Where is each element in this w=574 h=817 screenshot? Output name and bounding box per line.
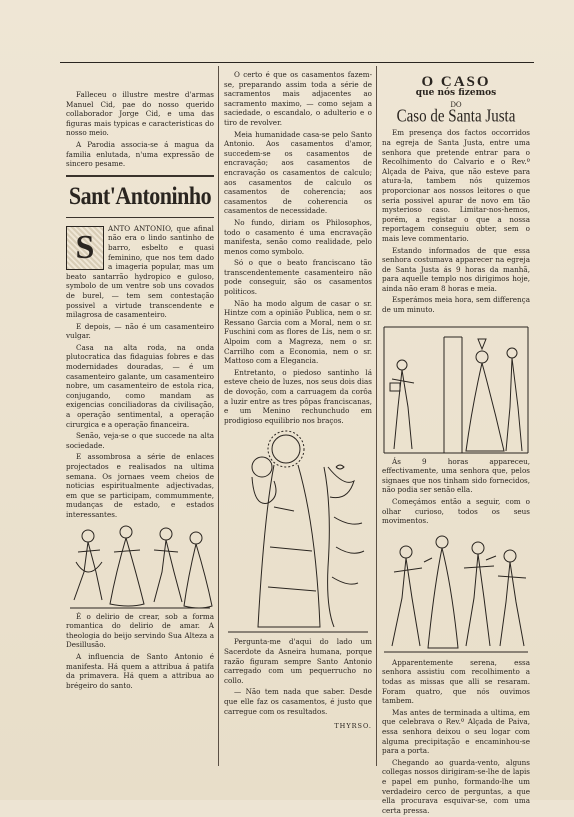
case-connector: DO: [450, 101, 462, 110]
article-paragraph: Ás 9 horas appareceu, effectivamente, uma senhora que, pelos signaes que nos tinham sido fornecidos, não podia ser senão ella.: [382, 456, 530, 495]
article-title: Sant'Antoninho: [68, 180, 212, 210]
case-name: Caso de Santa Justa: [396, 107, 516, 127]
dancing-couples-illustration: [66, 522, 214, 612]
article-paragraph: E assombrosa a série de enlaces projectados e realisados na ultima semana. Os jornaes veem cheios de noticias espiritualmente adjectivadas, em que se participam, commummente, mudanças de estado, e estados interessantes.: [66, 452, 214, 519]
column-middle: [224, 70, 372, 732]
obituary-text: Falleceu o illustre mestre d'armas Manuel Cid, pae do nosso querido collaborador Jorge Cid, e uma das figuras mais typicas e caracteristicas do nosso meio.: [66, 90, 214, 138]
column-right: [382, 70, 530, 817]
article-paragraph: Entretanto, o piedoso santinho lá esteve cheio de luzes, nos seus dois dias de dovoção, com a carruagem da corôa a luzir entre as tres pôpas franciscanas, e um Menino rechunchudo em prodigioso equilibrio nos braços.: [224, 367, 372, 425]
article-paragraph: No fundo, diriam os Philosophos, todo o casamento é uma encravação manifesta, senão como realidade, pelo menos como symbolo.: [224, 217, 372, 256]
divider: [66, 175, 214, 177]
article-paragraph: — Não tem nada que saber. Desde que elle faz os casamentos, é justo que carregue com os resultados.: [224, 687, 372, 716]
church-scene-illustration: [382, 317, 530, 457]
article-paragraph: Não ha modo algum de casar o sr. Hintze com a opinião Publica, nem o sr. Ressano Garcia com a Moral, nem o sr. Fuschini com as flores de Lis, nem o sr. Alpoim com a Magreza, nem o sr. Carrilho com a Economia, nem o sr. Mattoso com a Elegancia.: [224, 298, 372, 366]
article-paragraph: Apparentemente serena, essa senhora assistiu com recolhimento a todas as missas que alli se resaram. Foram quatro, que nós ouvimos tambem.: [382, 657, 530, 706]
article-paragraph: Em presença dos factos occorridos na egreja de Santa Justa, entre uma senhora que pretende entrar para o Recolhimento do Calvario e o Rev.º Alçada de Paiva, que não esteve para atura-la, tambem nós quizemos proporcionar aos nossos leitores o que seria possivel apurar de novo em tão mysterioso caso. Limitar-nos-hemos, porém, a registar o que a nossa reportagem conseguiu obter, sem o mais leve commentario.: [382, 128, 530, 243]
article-paragraph: Começámos então a seguir, com o olhar curioso, todos os seus movimentos.: [382, 497, 530, 526]
case-title: O CASO: [421, 74, 491, 90]
article-paragraph: Pergunta-me d'aqui do lado um Sacerdote da Asneira humana, porque razão figuram sempre Santo Antonio carregado com um pequerrucho no collo.: [224, 637, 372, 685]
saint-anthony-illustration: [224, 427, 372, 637]
case-subtitle: que nós fizemos: [415, 87, 497, 98]
article-paragraph: Só o que o beato franciscano tão transcendentemente casamenteiro não pode conseguir, são os casamentos politicos.: [224, 258, 372, 297]
column-rule: [376, 66, 377, 766]
article-paragraph: O certo é que os casamentos fazem-se, preparando assim toda a série de sacramentos mais adjacentes ao sacramento maximo, — como sejam a saciedade, o escandalo, o adulterio e o tiro de revolver.: [224, 70, 372, 127]
dropcap: S: [66, 226, 104, 270]
article-paragraph: É o delirio de crear, sob a forma romantica do delirio de amar. A theologia do beijo servindo Sua Alteza a Desillusão.: [66, 611, 214, 650]
column-left: [66, 70, 214, 692]
article-lead: ANTO ANTONIO, que afinal não era o lindo santinho de barro, esbelto e quasi feminino, que nos tem dado a imageria popular, mas um beato santarrão hydropico e guloso, symbolo de um ventre sob uns covados de burel, — tem sem contestação possivel a virtude transcendente e milagrosa de casamenteiro.: [66, 223, 214, 320]
article-paragraph: Senão, veja-se o que succede na alta sociedade.: [66, 431, 214, 450]
article-paragraph: Casa na alta roda, na onda plutocratica das fidaguias fobres e das modernidades douradas, — é um casamenteiro galante, um casamenteiro nobre, um casamenteiro de estola rica, conjugando, como mandam as exigencias conciliadoras da civilisação, a operação sentimental, a operação cirurgica e a operação financeira.: [66, 342, 214, 429]
article-paragraph: E depois, — não é um casamenteiro vulgar.: [66, 321, 214, 341]
article-paragraph: Chegando ao guarda-vento, alguns collegas nossos dirigiram-se-lhe de lapis e papel em punho, formando-lhe um verdadeiro cerco de perguntas, a que ella procurava esquivar-se, com uma certa pressa.: [382, 757, 530, 815]
article-paragraph: Estando informados de que essa senhora costumava apparecer na egreja de Santa Justa ás 9 horas da manhã, para aquelle templo nos dirigimos hoje, ainda não eram 8 horas e meia.: [382, 245, 530, 293]
article-paragraph: Meia humanidade casa-se pelo Santo Antonio. Aos casamentos d'amor, succedem-se os casamentos de encravação; aos casamentos de encravação os casamentos de calculo; aos casamentos de calculo os casamentos de coherencia; aos casamentos de coherencia os casamentos de necessidade.: [224, 129, 372, 216]
article-paragraph: Mas antes de terminada a ultima, em que celebrava o Rev.º Alçada de Paiva, essa senhora deixou o seu logar com alguma precipitação e encaminhou-se para a porta.: [382, 707, 530, 756]
article-paragraph: A influencia de Santo Antonio é manifesta. Há quem a attribua á patifa da primavera. Há quem a attribua ao brégeiro do santo.: [66, 651, 214, 690]
article-paragraph: Esperámos meia hora, sem differença de um minuto.: [382, 295, 530, 315]
column-rule: [218, 66, 219, 766]
obituary-text: A Parodia associa-se á magua da familia enlutada, n'uma expressão de sincero pesame.: [66, 139, 214, 169]
divider: [66, 217, 214, 218]
author-signature: THYRSO.: [334, 722, 372, 731]
reporters-chase-illustration: [382, 528, 530, 658]
